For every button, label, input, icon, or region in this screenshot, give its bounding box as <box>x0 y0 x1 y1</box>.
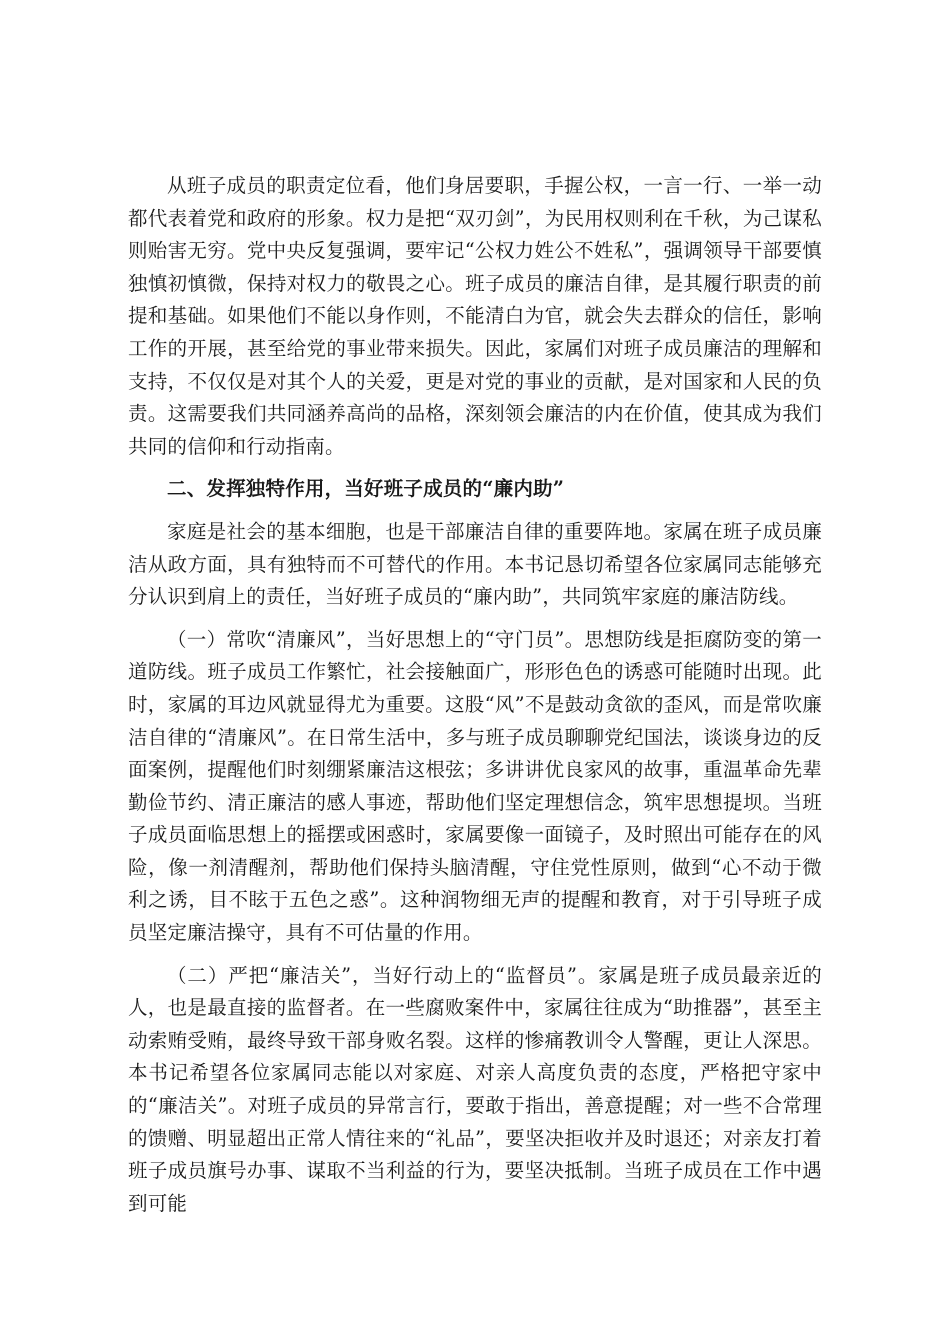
section-heading: 二、发挥独特作用，当好班子成员的“廉内助” <box>167 477 565 501</box>
body-paragraph: （二）严把“廉洁关”，当好行动上的“监督员”。家属是班子成员最亲近的人，也是最直接的监督者。在一些腐败案件中，家属往往成为“助推器”，甚至主动索贿受贿，最终导致干部身败名裂。这样的惨痛教训令人警醒，更让人深思。本书记希望各位家属同志能以对家庭、对亲人高度负责的态度，严格把守家中的“廉洁关”。对班子成员的异常言行，要敢于指出，善意提醒；对一些不合常理的馈赠、明显超出正常人情往来的“礼品”，要坚决拒收并及时退还；对亲友打着班子成员旗号办事、谋取不当利益的行为，要坚决抵制。当班子成员在工作中遇到可能 <box>128 963 822 1215</box>
body-paragraph: 从班子成员的职责定位看，他们身居要职，手握公权，一言一行、一举一动都代表着党和政府的形象。权力是把“双刃剑”，为民用权则利在千秋，为己谋私则贻害无穷。党中央反复强调，要牢记“公权力姓公不姓私”，强调领导干部要慎独慎初慎微，保持对权力的敬畏之心。班子成员的廉洁自律，是其履行职责的前提和基础。如果他们不能以身作则，不能清白为官，就会失去群众的信任，影响工作的开展，甚至给党的事业带来损失。因此，家属们对班子成员廉洁的理解和支持，不仅仅是对其个人的关爱，更是对党的事业的贡献，是对国家和人民的负责。这需要我们共同涵养高尚的品格，深刻领会廉洁的内在价值，使其成为我们共同的信仰和行动指南。 <box>128 174 822 458</box>
body-paragraph: （一）常吹“清廉风”，当好思想上的“守门员”。思想防线是拒腐防变的第一道防线。班子成员工作繁忙，社会接触面广，形形色色的诱惑可能随时出现。此时，家属的耳边风就显得尤为重要。这股“风”不是鼓动贪欲的歪风，而是常吹廉洁自律的“清廉风”。在日常生活中，多与班子成员聊聊党纪国法，谈谈身边的反面案例，提醒他们时刻绷紧廉洁这根弦；多讲讲优良家风的故事，重温革命先辈勤俭节约、清正廉洁的感人事迹，帮助他们坚定理想信念，筑牢思想提坝。当班子成员面临思想上的摇摆或困惑时，家属要像一面镜子，及时照出可能存在的风险，像一剂清醒剂，帮助他们保持头脑清醒，守住党性原则，做到“心不动于微利之诱，目不眩于五色之惑”。这种润物细无声的提醒和教育，对于引导班子成员坚定廉洁操守，具有不可估量的作用。 <box>128 627 822 945</box>
body-paragraph: 家庭是社会的基本细胞，也是干部廉洁自律的重要阵地。家属在班子成员廉洁从政方面，具有独特而不可替代的作用。本书记恳切希望各位家属同志能够充分认识到肩上的责任，当好班子成员的“廉内助”，共同筑牢家庭的廉洁防线。 <box>128 519 822 609</box>
document-page <box>128 170 822 1220</box>
